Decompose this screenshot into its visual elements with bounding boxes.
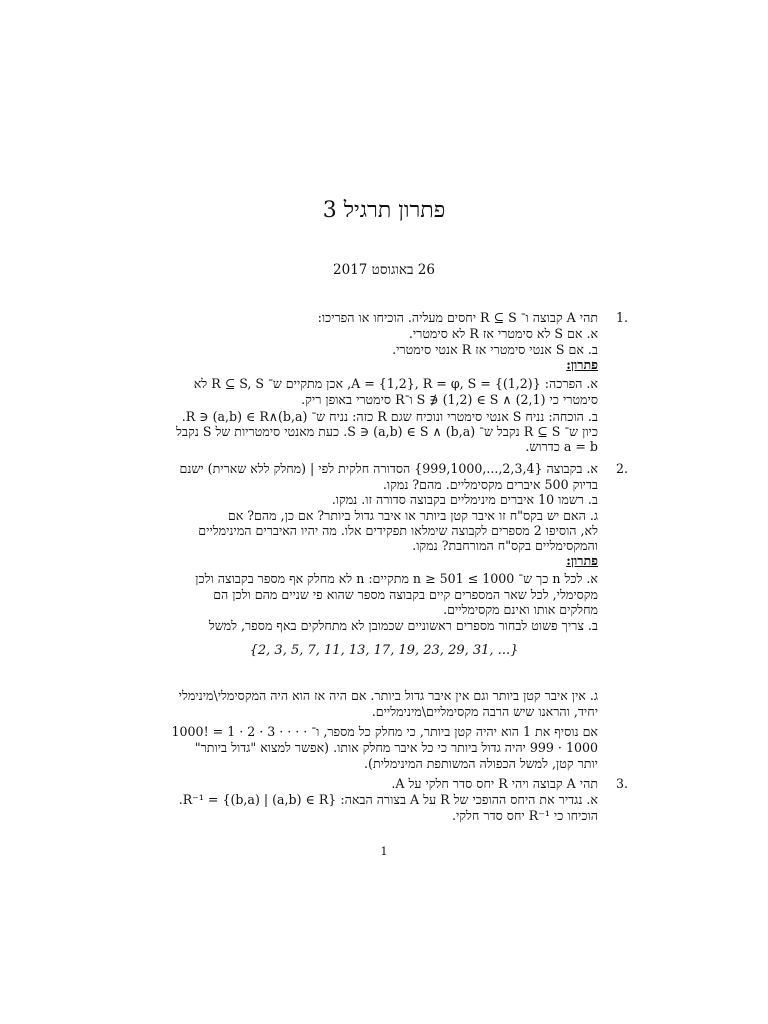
question-subpart: א. נגדיר את היחס ההופכי של R על A בצורה הבאה: R⁻¹ = {(b,a) | (a,b) ∈ R}. — [178, 792, 598, 807]
primes-set: {2, 3, 5, 7, 11, 13, 17, 19, 23, 29, 31, ...} — [249, 643, 519, 658]
question-subpart: א. אם S לא סימטרי אז R לא סימטרי. — [408, 326, 598, 341]
solution-line: 1000 · 999 יהיה גדול ביותר כי כל איבר מחלק אותו. (אפשר למצוא "גדול ביותר" — [194, 740, 598, 755]
solution-line: א. הפרכה: A = {1,2}, R = φ, S = {(1,2)}, אכן מתקיים ש־ R ⊆ S, S לא — [193, 376, 598, 391]
question-subpart: בדיוק 500 איברים מקסימליים. מהם? נמקו. — [382, 477, 598, 492]
solution-heading: פתרון: — [566, 553, 598, 568]
solution-line: מקסימלי, לכל שאר המספרים קיים בקבוצה מספר שהוא פי שניים מהם ולכן הם — [213, 587, 598, 602]
page-number: 1 — [380, 845, 388, 858]
question-text: תהי A קבוצה ויהי R יחס סדר חלקי על A. — [391, 776, 598, 791]
solution-line: אם נוסיף את 1 הוא יהיה קטן ביותר, כי מחלק כל מספר, ו־ · · · · 3 · 2 · 1 = !1000 — [171, 724, 598, 739]
solution-heading: פתרון: — [566, 357, 598, 372]
solution-line: ג. אין איבר קטן ביותר וגם אין איבר גדול ביותר. אם היה אז הוא היה המקסימלי\מינימלי — [178, 688, 598, 703]
question-number: .2 — [615, 461, 628, 476]
solution-line: א. לכל n כך ש־ 1000 ≥ n ≥ 501 מתקיים: n לא מחלק אף מספר בקבוצה ולכן — [195, 571, 598, 586]
solution-line: כיון ש־ R ⊆ S נקבל ש־ S ∋ (a,b) ∈ S ∧ (b,a). כעת מאנטי סימטריות של S נקבל — [176, 424, 598, 439]
question-subpart: הוכיחו כי R⁻¹ יחס סדר חלקי. — [452, 808, 598, 823]
question-subpart: ב. אם S אנטי סימטרי אז R אנטי סימטרי. — [392, 342, 598, 357]
question-text: תהי A קבוצה ו־ R ⊆ S יחסים מעליה. הוכיחו או הפריכו: — [317, 310, 598, 325]
question-subpart: ג. האם יש בקס"ח זו איבר קטן ביותר או איבר גדול ביותר? אם כן, מהם? אם — [227, 508, 598, 523]
solution-line: ב. צריך פשוט לבחור מספרים ראשוניים שכמובן לא מתחלקים באף מספר, למשל — [208, 618, 598, 633]
solution-line: יחיד, והראנו שיש הרבה מקסימליים\מינימליים. — [371, 704, 598, 719]
question-subpart: והמקסימליים בקס"ח המורחבת? נמקו. — [412, 538, 598, 553]
question-subpart: א. בקבוצה {2,3,4,...,999,1000} הסדורה חלקית לפי | (מחלק ללא שארית) ישנם — [179, 461, 598, 476]
solution-line: מחלקים אותו ואינם מקסימליים. — [443, 602, 598, 617]
solution-line: יותר קטן, למשל הכפולה המשותפת המינימלית). — [364, 756, 598, 771]
question-number: .1 — [615, 310, 628, 325]
document-date: 26 באוגוסט 2017 — [333, 262, 435, 278]
question-subpart: ב. רשמו 10 איברים מינימליים בקבוצה סדורה זו. נמקו. — [331, 492, 598, 507]
solution-line: a = b כדרוש. — [525, 439, 598, 454]
solution-line: סימטרי כי S ∌ (1,2) ∈ S ∧ (2,1) ו־R סימטרי באופן ריק. — [301, 392, 598, 407]
question-subpart: לא, הוסיפו 2 מספרים לקבוצה שימלאו תפקידים אלו. מה יהיו האיברים המינימליים — [198, 523, 598, 538]
question-number: .3 — [615, 776, 628, 791]
solution-line: ב. הוכחה: נניח S אנטי סימטרי ונוכיח שגם R כזה: נניח ש־ R ∋ (a,b) ∈ R∧(b,a). — [181, 409, 598, 424]
document-title: פתרון תרגיל 3 — [322, 198, 446, 223]
